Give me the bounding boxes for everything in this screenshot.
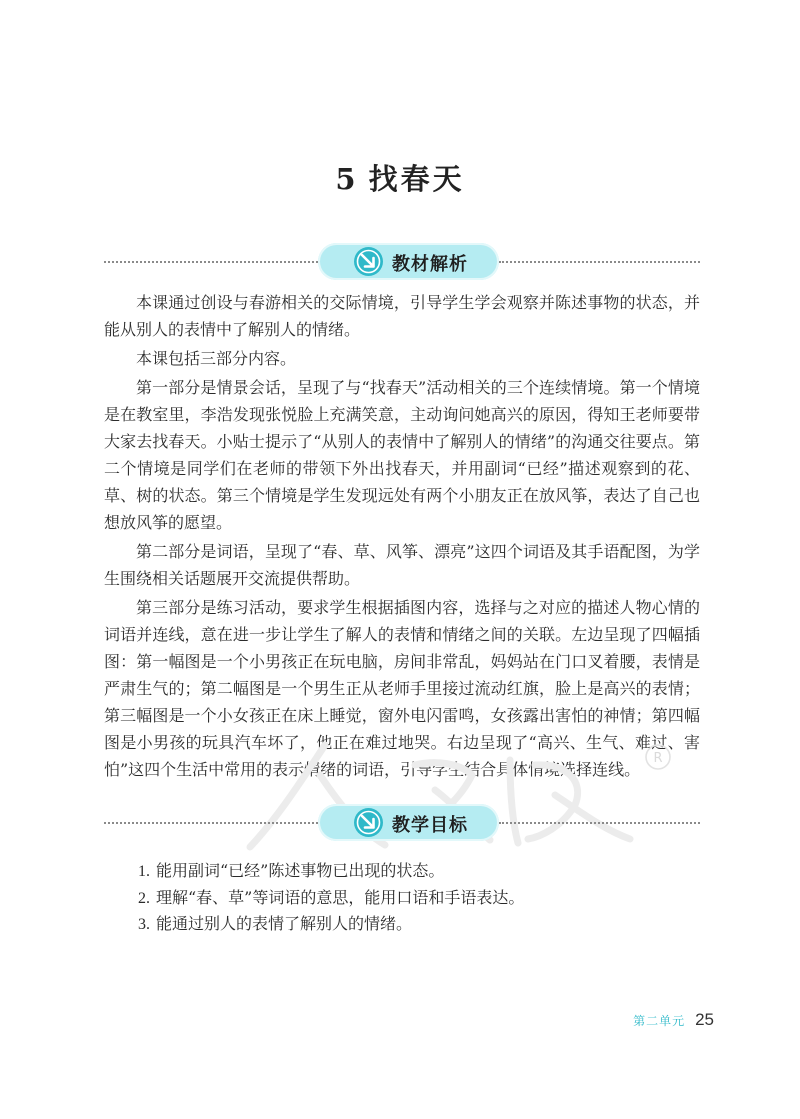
goals-list	[138, 858, 698, 938]
item-number: 3.	[138, 916, 150, 933]
analysis-body	[104, 289, 700, 785]
paragraph: 本课包括三部分内容。	[136, 349, 297, 368]
arrow-down-right-icon	[354, 247, 383, 276]
lesson-title: 找春天	[368, 162, 465, 197]
svg-text:R: R	[653, 751, 663, 766]
paragraph: 第三部分是练习活动，要求学生根据插图内容，选择与之对应的描述人物心情的词语并连线，意在进一步让学生了解人的表情和情绪之间的关联。左边呈现了四幅插图：第一幅图是一个小男孩正在玩电脑，房间非常乱，妈妈站在门口叉着腰，表情是严肃生气的；第二幅图是一个男生正从老师手里接过流动红旗，脸上是高兴的表情；第三幅图是一个小女孩正在床上睡觉，窗外电闪雷鸣，女孩露出害怕的神情；第四幅图是小男孩的玩具汽车坏了，他正在难过地哭。右边呈现了“高兴、生气、难过、害怕”这四个生活中常用的表示情绪的词语，引导学生结合具体情境选择连线。	[104, 598, 700, 779]
paragraph: 第一部分是情景会话，呈现了与“找春天”活动相关的三个连续情境。第一个情境是在教室里，李浩发现张悦脸上充满笑意，主动询问她高兴的原因，得知王老师要带大家去找春天。小贴士提示了“从别人的表情中了解别人的情绪”的沟通交往要点。第二个情境是同学们在老师的带领下外出找春天，并用副词“已经”描述观察到的花、草、树的状态。第三个情境是学生发现远处有两个小朋友正在放风筝，表达了自己也想放风筝的愿望。	[104, 378, 700, 532]
section-heading: 教材解析	[392, 254, 468, 275]
list-item	[138, 911, 698, 938]
list-item	[138, 858, 698, 885]
section-header-goals	[0, 803, 800, 843]
lesson-number: 5	[335, 162, 359, 197]
arrow-down-right-icon	[354, 808, 383, 837]
section-header-analysis	[0, 242, 800, 282]
page-number: 25	[695, 1010, 714, 1029]
item-text: 能通过别人的表情了解别人的情绪。	[156, 914, 413, 933]
item-text: 理解“春、草”等词语的意思，能用口语和手语表达。	[156, 887, 525, 907]
page-title	[0, 157, 800, 198]
section-pill	[318, 804, 499, 841]
dotted-divider	[499, 261, 700, 263]
item-number: 1.	[138, 863, 150, 880]
item-number: 2.	[138, 889, 150, 907]
dotted-divider	[104, 822, 318, 824]
paragraph: 第二部分是词语，呈现了“春、草、风筝、漂亮”这四个词语及其手语配图，为学生围绕相关话题展开交流提供帮助。	[104, 542, 700, 588]
dotted-divider	[499, 822, 700, 824]
section-heading: 教学目标	[392, 815, 468, 836]
list-item	[138, 885, 698, 912]
section-pill	[318, 243, 499, 280]
unit-label: 第二单元	[633, 1014, 686, 1028]
item-text: 能用副词“已经”陈述事物已出现的状态。	[156, 861, 445, 880]
paragraph: 本课通过创设与春游相关的交际情境，引导学生学会观察并陈述事物的状态，并能从别人的表情中了解别人的情绪。	[104, 293, 700, 339]
page-footer	[633, 1010, 714, 1034]
dotted-divider	[104, 261, 318, 263]
